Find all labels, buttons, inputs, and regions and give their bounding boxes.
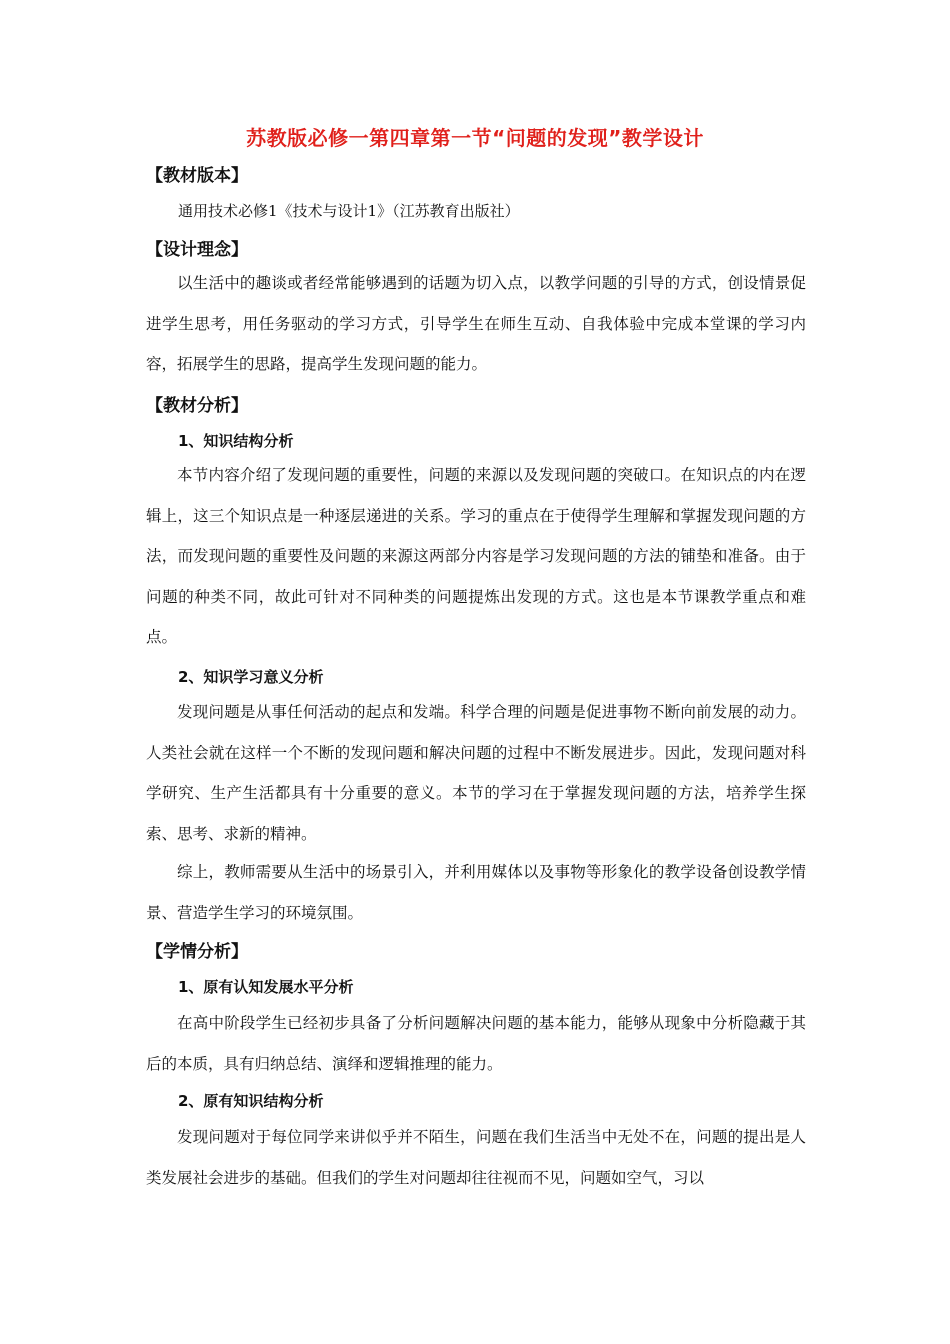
subheading-learning-significance: 2、知识学习意义分析 [178, 668, 324, 686]
subheading-cognitive-level: 1、原有认知发展水平分析 [178, 978, 354, 996]
heading-textbook-version: 【教材版本】 [146, 166, 248, 186]
textbook-version-text: 通用技术必修1《技术与设计1》（江苏教育出版社） [178, 202, 520, 220]
document-title: 苏教版必修一第四章第一节“问题的发现”教学设计 [246, 126, 704, 150]
heading-student-analysis: 【学情分析】 [146, 942, 248, 962]
learning-significance-paragraph: 发现问题是从事任何活动的起点和发端。科学合理的问题是促进事物不断向前发展的动力。人类社会就在这样一个不断的发现问题和解决问题的过程中不断发展进步。因此，发现问题对科学研究、生产生活都具有十分重要的意义。本节的学习在于掌握发现问题的方法，培养学生探索、思考、求新的精神。 [146, 703, 806, 843]
subheading-knowledge-structure: 1、知识结构分析 [178, 432, 294, 450]
knowledge-structure-paragraph: 本节内容介绍了发现问题的重要性，问题的来源以及发现问题的突破口。在知识点的内在逻辑上，这三个知识点是一种逐层递进的关系。学习的重点在于使得学生理解和掌握发现问题的方法，而发现问题的重要性及问题的来源这两部分内容是学习发现问题的方法的铺垫和准备。由于问题的种类不同，故此可针对不同种类的问题提炼出发现的方式。这也是本节课教学重点和难点。 [146, 466, 806, 647]
heading-design-concept: 【设计理念】 [146, 240, 248, 260]
summary-paragraph: 综上，教师需要从生活中的场景引入，并利用媒体以及事物等形象化的教学设备创设教学情景、营造学生学习的环境氛围。 [146, 863, 806, 922]
cognitive-level-paragraph: 在高中阶段学生已经初步具备了分析问题解决问题的基本能力，能够从现象中分析隐藏于其后的本质，具有归纳总结、演绎和逻辑推理的能力。 [146, 1014, 806, 1073]
design-concept-paragraph: 以生活中的趣谈或者经常能够遇到的话题为切入点，以教学问题的引导的方式，创设情景促进学生思考，用任务驱动的学习方式，引导学生在师生互动、自我体验中完成本堂课的学习内容，拓展学生的思路，提高学生发现问题的能力。 [146, 274, 806, 374]
prior-knowledge-paragraph: 发现问题对于每位同学来讲似乎并不陌生，问题在我们生活当中无处不在，问题的提出是人类发展社会进步的基础。但我们的学生对问题却往往视而不见，问题如空气，习以 [146, 1128, 806, 1187]
heading-textbook-analysis: 【教材分析】 [146, 396, 248, 416]
subheading-prior-knowledge: 2、原有知识结构分析 [178, 1092, 324, 1110]
